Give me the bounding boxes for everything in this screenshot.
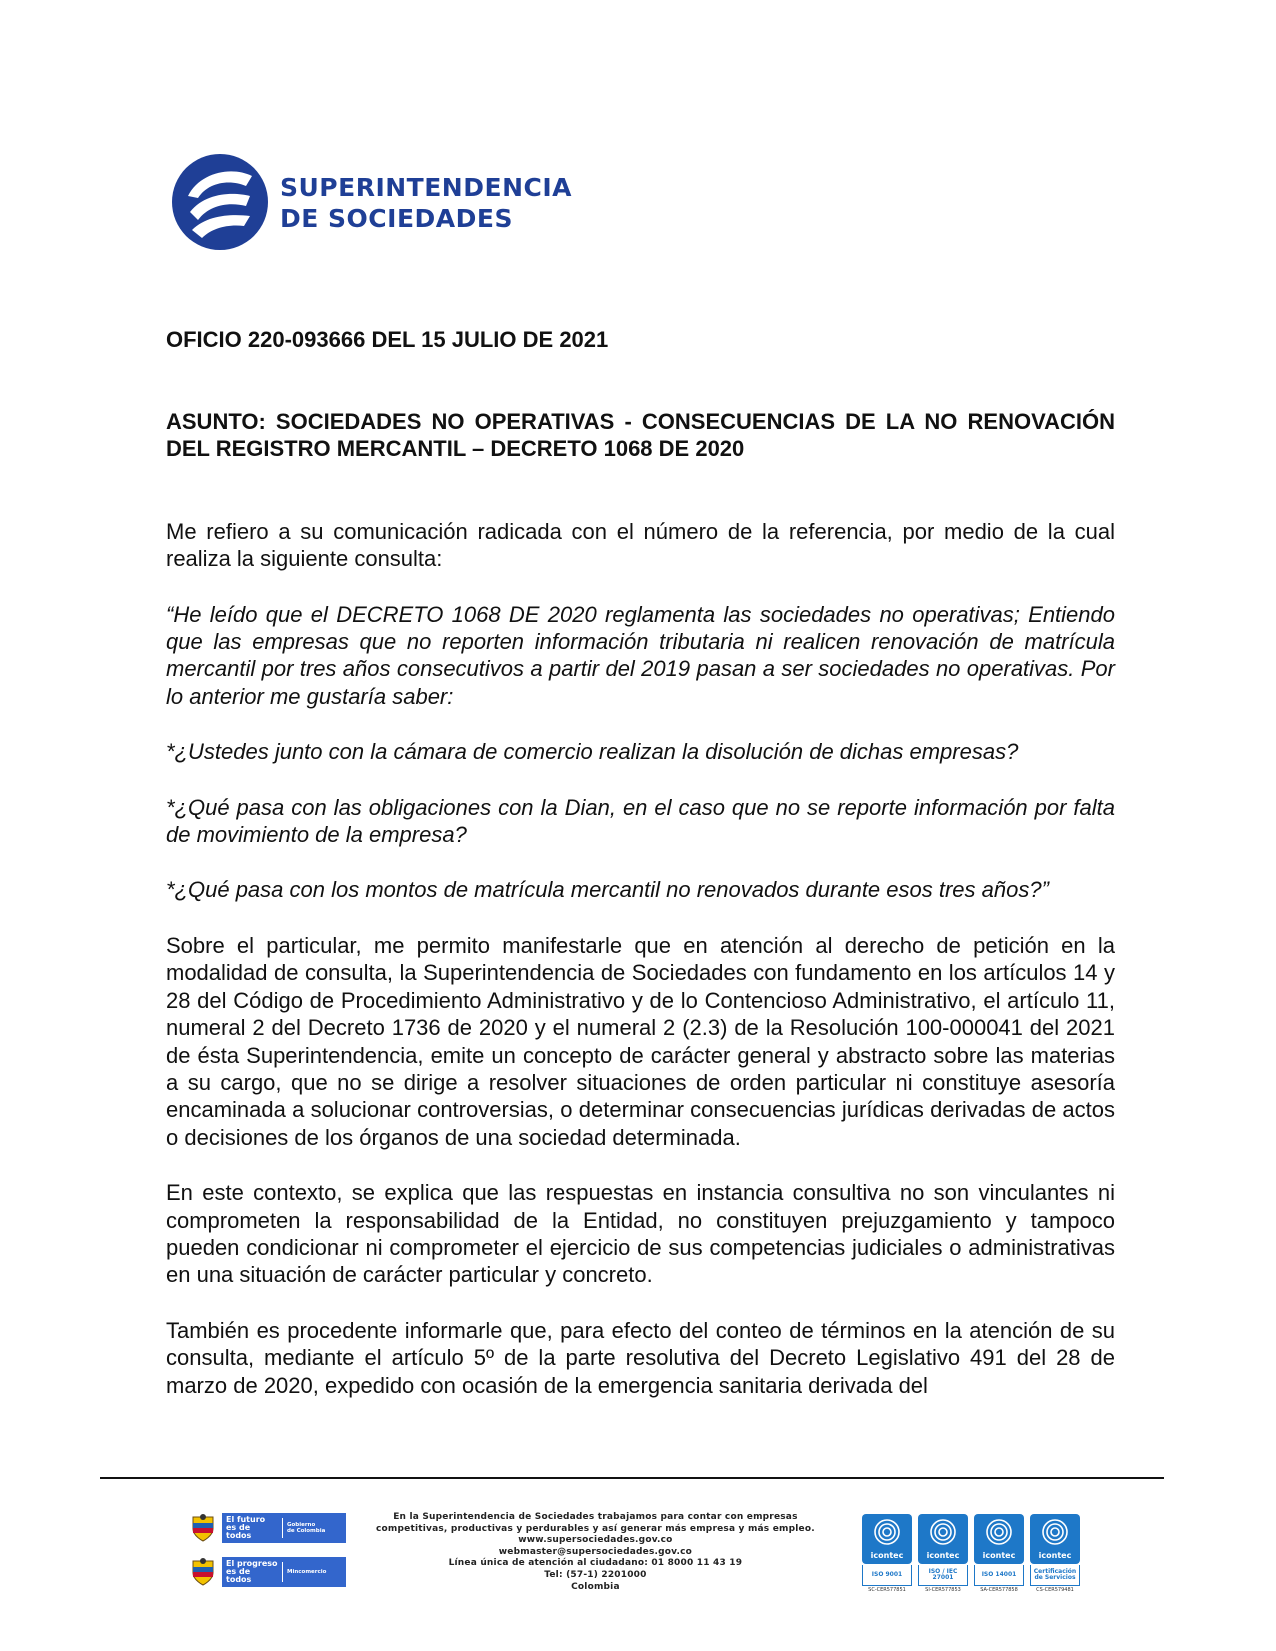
logo-line-2: DE SOCIEDADES: [280, 204, 513, 233]
icontec-cert-label: ISO 14001: [974, 1565, 1024, 1586]
icontec-fingerprint-icon: [918, 1514, 968, 1550]
query-item-3: *¿Qué pasa con los montos de matrícula mercantil no renovados durante esos tres años?”: [166, 877, 1049, 903]
icontec-cert-code: SA-CER577858: [980, 1587, 1018, 1593]
response-paragraph-3: También es procedente informarle que, para efecto del conteo de términos en la atención de su consulta, mediante el artículo 5º de la parte resolutiva del Decreto Legislativo 491 del 28 de marzo de 2020, expedido con ocasión de la emergencia sanitaria derivada del: [166, 1317, 1115, 1398]
logo-line-1: SUPERINTENDENCIA: [280, 173, 572, 202]
icontec-brand: icontec: [1038, 1551, 1072, 1560]
footer-mission-line-1: En la Superintendencia de Sociedades trabajamos para contar con empresas: [393, 1512, 798, 1522]
icontec-cert-4: [1030, 1514, 1080, 1594]
supersociedades-logo: [170, 152, 590, 256]
gov-badge-main-1: El futuro es de todos: [226, 1515, 266, 1540]
footer-mission-line-2: competitivas, productivas y perdurables y así generar más empresa y más empleo.: [376, 1523, 815, 1534]
response-paragraph-1: Sobre el particular, me permito manifestarle que en atención al derecho de petición en la modalidad de consulta, la Superintendencia de Sociedades con fundamento en los artículos 14 y 28 del Código de Procedimiento Administrativo y de lo Contencioso Administrativo, el artículo 11, numeral 2 del Decreto 1736 de 2020 y el numeral 2 (2.3) de la Resolución 100-000041 del 2021 de ésta Superintendencia, emite un concepto de carácter general y abstracto sobre las materias a su cargo, que no se dirige a resolver situaciones de orden particular ni constituye asesoría encaminada a solucionar controversias, o determinar consecuencias jurídicas derivadas de actos o decisiones de los órganos de una sociedad determinada.: [166, 932, 1115, 1150]
icontec-fingerprint-icon: [974, 1514, 1024, 1550]
logo-wordmark: [280, 172, 572, 234]
document-body: [166, 326, 1115, 1399]
icontec-fingerprint-icon: [1030, 1514, 1080, 1550]
footer-email-link[interactable]: webmaster@supersociedades.gov.co: [498, 1546, 693, 1557]
icontec-cert-label: Certificación de Servicios: [1030, 1565, 1080, 1586]
intro-paragraph: Me refiero a su comunicación radicada con el número de la referencia, por medio de la cual realiza la siguiente consulta:: [166, 518, 1115, 572]
icontec-cert-code: CS-CER579481: [1036, 1587, 1074, 1593]
footer-website-link[interactable]: www.supersociedades.gov.co: [518, 1535, 673, 1546]
icontec-certifications: [862, 1514, 1082, 1594]
gov-badge-main-2: El progreso es de todos: [226, 1559, 278, 1584]
query-intro-paragraph: “He leído que el DECRETO 1068 DE 2020 reglamenta las sociedades no operativas; Entiendo que las empresas que no reporten información tributaria ni realicen renovación de matrícula mercantil por tres años consecutivos a partir del 2019 pasan a ser sociedades no operativas. Por lo anterior me gustaría saber:: [166, 601, 1115, 709]
icontec-cert-2: [918, 1514, 968, 1594]
icontec-cert-code: SI-CER577853: [925, 1587, 961, 1593]
icontec-brand: icontec: [982, 1551, 1016, 1560]
mincomercio-badge: [190, 1555, 346, 1589]
colombia-coat-of-arms-icon: [190, 1557, 216, 1587]
footer-divider: [100, 1477, 1164, 1479]
gov-badge-sub-2: Mincomercio: [287, 1569, 327, 1575]
footer-country: Colombia: [571, 1581, 620, 1592]
gov-bar-2: [222, 1557, 346, 1587]
query-item-2: *¿Qué pasa con las obligaciones con la Dian, en el caso que no se reporte información por falta de movimiento de la empresa?: [166, 794, 1115, 848]
icontec-cert-1: [862, 1514, 912, 1594]
icontec-cert-label: ISO / IEC 27001: [918, 1565, 968, 1586]
gov-bar-1: [222, 1513, 346, 1543]
gov-badge-separator: [282, 1518, 283, 1538]
icontec-fingerprint-icon: [862, 1514, 912, 1550]
icontec-brand: icontec: [870, 1551, 904, 1560]
office-title: OFICIO 220-093666 DEL 15 JULIO DE 2021: [166, 327, 609, 352]
colombia-coat-of-arms-icon: [190, 1513, 216, 1543]
footer-phone: Tel: (57-1) 2201000: [544, 1569, 647, 1580]
icontec-cert-label: ISO 9001: [862, 1565, 912, 1586]
gov-badge-separator: [282, 1562, 283, 1582]
query-item-1: *¿Ustedes junto con la cámara de comercio realizan la disolución de dichas empresas?: [166, 739, 1019, 765]
icontec-cert-3: [974, 1514, 1024, 1594]
supersociedades-emblem-icon: [170, 152, 270, 252]
response-paragraph-2: En este contexto, se explica que las respuestas en instancia consultiva no son vinculantes ni comprometen la responsabilidad de la Entidad, no constituyen prejuzgamiento y tampoco pueden condicionar ni comprometer el ejercicio de sus competencias judiciales o administrativas en una situación de carácter particular y concreto.: [166, 1180, 1115, 1288]
gov-badge-sub-1: Gobierno de Colombia: [287, 1522, 326, 1534]
icontec-brand: icontec: [926, 1551, 960, 1560]
gobierno-de-colombia-badge: [190, 1511, 346, 1545]
footer-hotline: Línea única de atención al ciudadano: 01 8000 11 43 19: [448, 1558, 743, 1569]
subject-heading: ASUNTO: SOCIEDADES NO OPERATIVAS - CONSECUENCIAS DE LA NO RENOVACIÓN DEL REGISTRO MERCANTIL – DECRETO 1068 DE 2020: [166, 409, 1115, 462]
icontec-cert-code: SC-CER577851: [868, 1587, 906, 1593]
footer-contact-info: [376, 1512, 815, 1593]
